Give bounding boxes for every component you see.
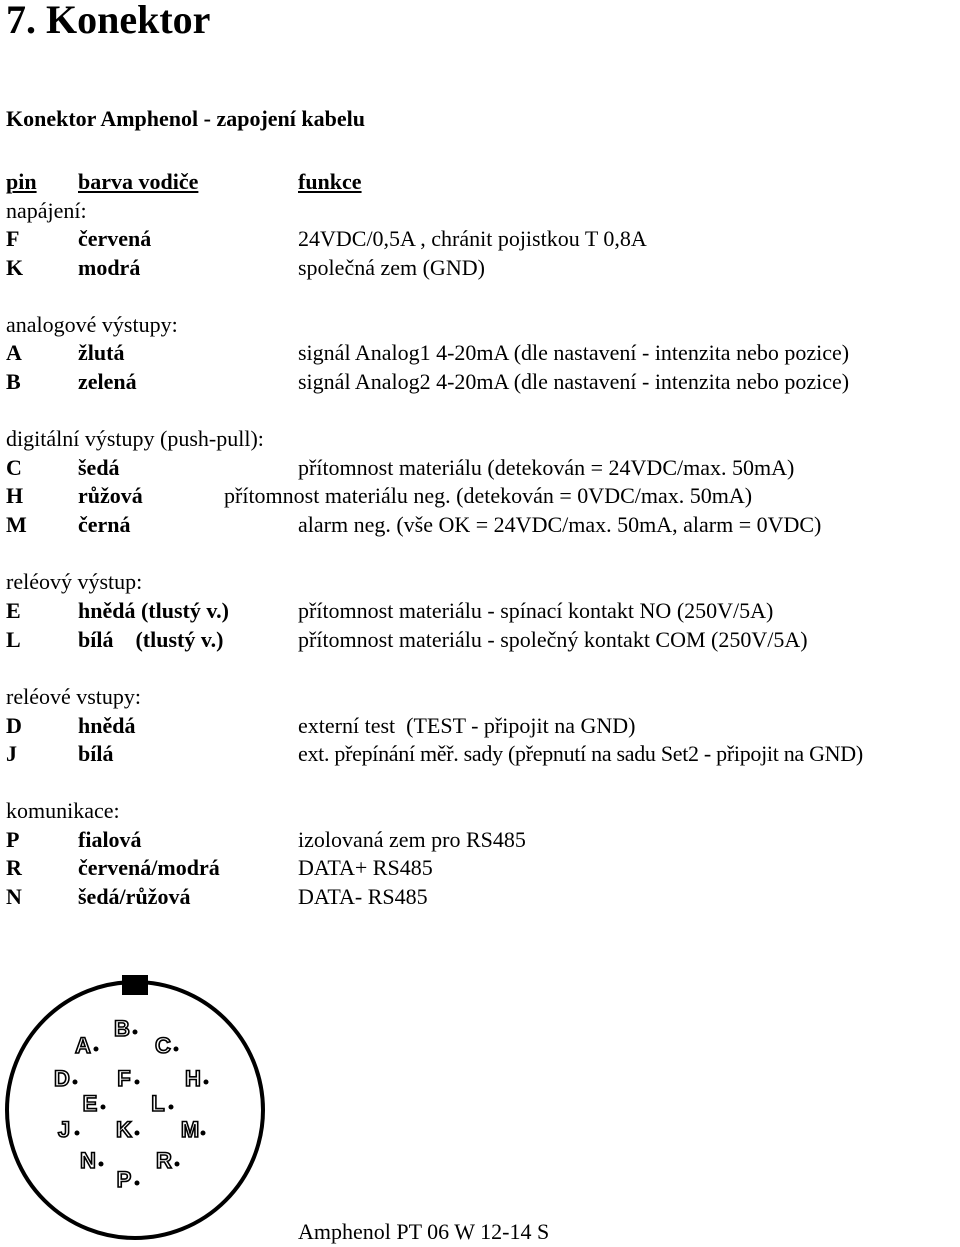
section-label: digitální výstupy (push-pull): xyxy=(6,426,264,451)
section-label-digital xyxy=(0,425,960,453)
table-row xyxy=(0,368,960,396)
table-row xyxy=(0,254,960,282)
row-pin: R xyxy=(6,855,22,880)
connector-pin-p: P xyxy=(116,1166,132,1192)
connector-pins xyxy=(54,1016,208,1192)
connector-pin-dot xyxy=(73,1080,78,1085)
row-color: žlutá xyxy=(78,340,125,365)
connector-pin-e: E xyxy=(82,1090,98,1116)
row-pin: J xyxy=(6,741,17,766)
table-row xyxy=(0,225,960,253)
row-pin: L xyxy=(6,627,21,652)
connector-pin-a: A xyxy=(75,1032,91,1058)
row-color: hnědá xyxy=(78,713,136,738)
connector-pin-n: N xyxy=(80,1147,96,1173)
connector-pin-j: J xyxy=(57,1116,71,1142)
row-pin: K xyxy=(6,255,24,280)
row-function: externí test (TEST - připojit na GND) xyxy=(298,713,636,738)
connector-pin-b: B xyxy=(114,1015,130,1041)
row-pin: M xyxy=(6,512,27,537)
row-color: hnědá (tlustý v.) xyxy=(78,598,229,623)
row-pin: F xyxy=(6,226,20,251)
connector-pin-d: D xyxy=(54,1065,70,1091)
header-color: barva vodiče xyxy=(78,169,199,194)
connector-pin-k: K xyxy=(116,1116,132,1142)
connector-pin-f: F xyxy=(117,1065,131,1091)
row-color: černá xyxy=(78,512,131,537)
connector-pin-r: R xyxy=(156,1147,172,1173)
section-subtitle: Konektor Amphenol - zapojení kabelu xyxy=(6,106,365,131)
connector-pin-dot xyxy=(135,1080,140,1085)
row-function: přítomnost materiálu neg. (detekován = 0VDC/max. 50mA) xyxy=(224,483,753,508)
section-label: napájení: xyxy=(6,198,87,223)
section-label: komunikace: xyxy=(6,798,120,823)
row-pin: P xyxy=(6,827,20,852)
table-row xyxy=(0,883,960,911)
connector-pin-dot xyxy=(101,1105,106,1110)
table-header xyxy=(0,168,960,196)
table-row xyxy=(0,454,960,482)
table-row xyxy=(0,339,960,367)
row-function: signál Analog2 4-20mA (dle nastavení - intenzita nebo pozice) xyxy=(298,369,850,394)
row-function: DATA- RS485 xyxy=(298,884,428,909)
connector-pin-dot xyxy=(174,1047,179,1052)
row-color: fialová xyxy=(78,827,142,852)
row-pin: A xyxy=(6,340,22,365)
connector-pin-dot xyxy=(204,1080,209,1085)
section-label: analogové výstupy: xyxy=(6,312,178,337)
row-pin: H xyxy=(6,483,24,508)
row-function: izolovaná zem pro RS485 xyxy=(298,827,526,852)
connector-pin-dot xyxy=(135,1181,140,1186)
connector-pin-dot xyxy=(201,1131,206,1136)
row-pin: C xyxy=(6,455,22,480)
connector-pin-dot xyxy=(133,1030,138,1035)
row-color: červená xyxy=(78,226,152,251)
connector-caption: Amphenol PT 06 W 12-14 S xyxy=(298,1219,550,1244)
connector-pin-dot xyxy=(169,1105,174,1110)
table-row xyxy=(0,511,960,539)
row-pin: D xyxy=(6,713,22,738)
row-function: přítomnost materiálu - spínací kontakt NO (250V/5A) xyxy=(298,598,774,623)
row-pin: E xyxy=(6,598,21,623)
connector-pin-h: H xyxy=(185,1065,201,1091)
row-color: růžová xyxy=(78,483,143,508)
table-row xyxy=(0,740,960,768)
row-function: DATA+ RS485 xyxy=(298,855,433,880)
connector-pin-dot xyxy=(135,1131,140,1136)
row-function: signál Analog1 4-20mA (dle nastavení - intenzita nebo pozice) xyxy=(298,340,850,365)
row-function: společná zem (GND) xyxy=(298,255,485,280)
row-function: přítomnost materiálu (detekován = 24VDC/max. 50mA) xyxy=(298,455,795,480)
page-title: 7. Konektor xyxy=(6,0,211,42)
connector-pin-dot xyxy=(99,1162,104,1167)
table-row xyxy=(0,712,960,740)
row-pin: B xyxy=(6,369,21,394)
row-color: červená/modrá xyxy=(78,855,220,880)
row-function: alarm neg. (vše OK = 24VDC/max. 50mA, alarm = 0VDC) xyxy=(298,512,822,537)
table-row xyxy=(0,854,960,882)
connector-pin-dot xyxy=(94,1047,99,1052)
row-pin: N xyxy=(6,884,22,909)
connector-key xyxy=(122,975,148,995)
row-color: bílá xyxy=(78,741,114,766)
section-label: reléový výstup: xyxy=(6,569,143,594)
section-label-relay-out xyxy=(0,568,960,596)
connector-outer-ring xyxy=(7,982,263,1238)
section-label-relay-in xyxy=(0,683,960,711)
section-label: reléové vstupy: xyxy=(6,684,142,709)
row-color: šedá xyxy=(78,455,120,480)
header-pin: pin xyxy=(6,169,37,194)
connector-pin-m: M xyxy=(180,1116,200,1142)
table-row xyxy=(0,826,960,854)
connector-pin-c: C xyxy=(155,1032,171,1058)
row-function: ext. přepínání měř. sady (přepnutí na sadu Set2 - připojit na GND) xyxy=(298,741,863,766)
table-row xyxy=(0,482,960,510)
connector-pin-l: L xyxy=(151,1090,165,1116)
section-label-power xyxy=(0,197,960,225)
row-color: šedá/růžová xyxy=(78,884,191,909)
section-label-comm xyxy=(0,797,960,825)
row-function: 24VDC/0,5A , chránit pojistkou T 0,8A xyxy=(298,226,647,251)
header-function: funkce xyxy=(298,169,362,194)
connector-pin-dot xyxy=(175,1162,180,1167)
section-label-analog xyxy=(0,311,960,339)
table-row xyxy=(0,597,960,625)
connector-pin-dot xyxy=(75,1131,80,1136)
row-color: zelená xyxy=(78,369,137,394)
table-row xyxy=(0,626,960,654)
row-color: modrá xyxy=(78,255,141,280)
row-function: přítomnost materiálu - společný kontakt COM (250V/5A) xyxy=(298,627,808,652)
row-color: bílá (tlustý v.) xyxy=(78,627,224,652)
